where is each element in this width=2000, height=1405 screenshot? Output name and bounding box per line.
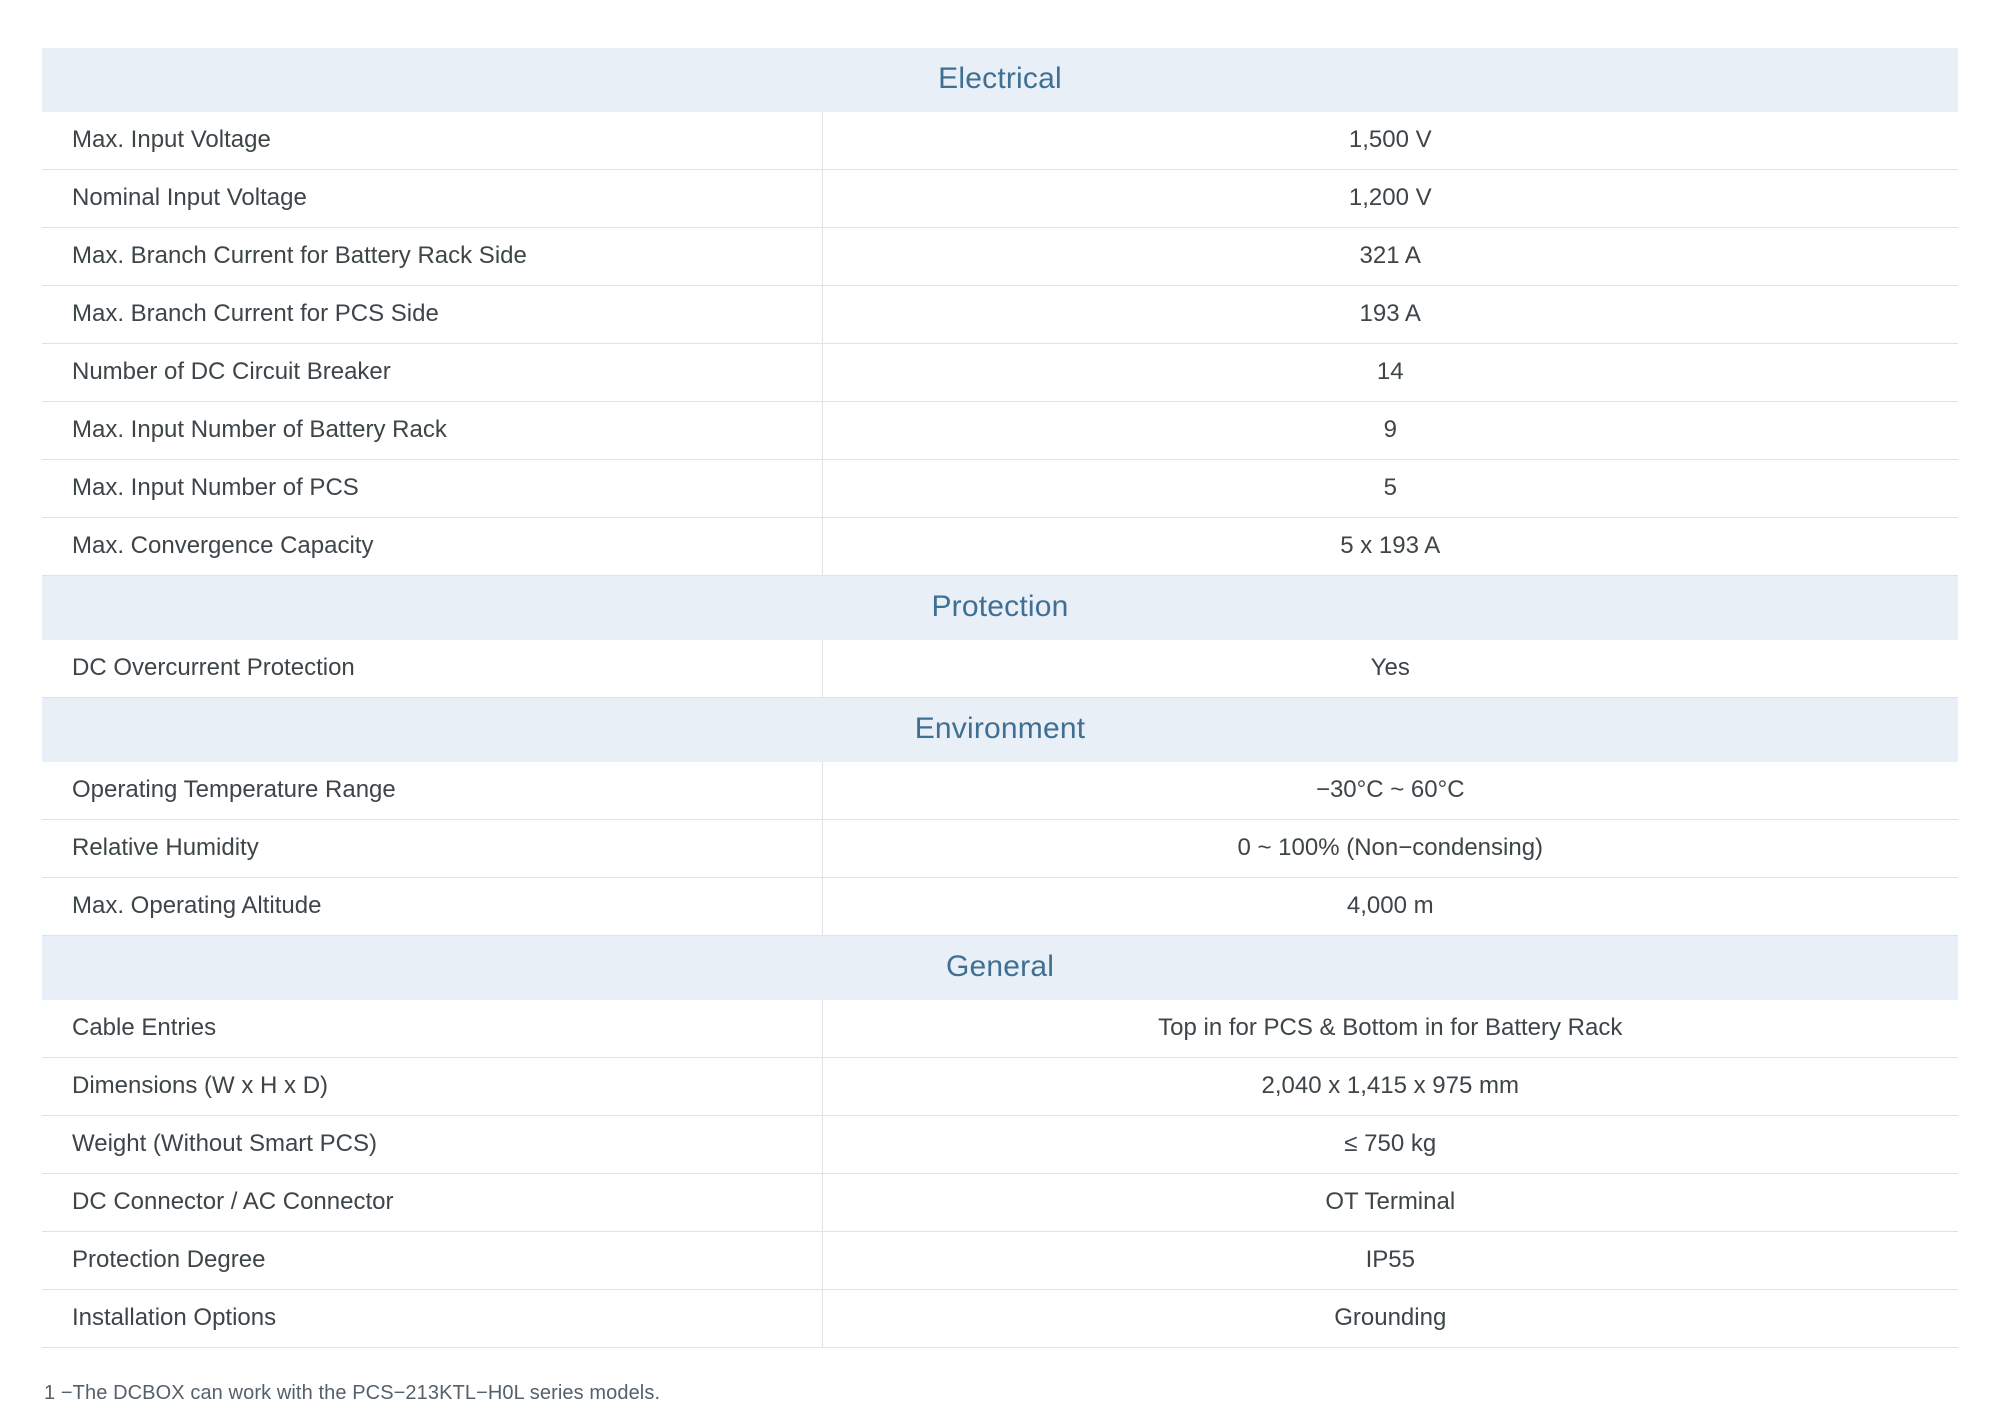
specifications-table (42, 48, 1958, 1348)
spec-label: Number of DC Circuit Breaker (42, 344, 822, 402)
spec-value: 0 ~ 100% (Non−condensing) (822, 820, 1958, 878)
spec-value: 193 A (822, 286, 1958, 344)
table-row (42, 1116, 1958, 1174)
spec-label: Max. Convergence Capacity (42, 518, 822, 576)
table-row (42, 1232, 1958, 1290)
table-row (42, 170, 1958, 228)
spec-label: Max. Input Number of PCS (42, 460, 822, 518)
spec-value: 9 (822, 402, 1958, 460)
section-header-row (42, 936, 1958, 1001)
spec-label: DC Connector / AC Connector (42, 1174, 822, 1232)
table-row (42, 762, 1958, 820)
table-row (42, 640, 1958, 698)
spec-label: Nominal Input Voltage (42, 170, 822, 228)
spec-value: 321 A (822, 228, 1958, 286)
table-row (42, 878, 1958, 936)
section-header-row (42, 48, 1958, 112)
table-row (42, 1290, 1958, 1348)
spec-value: 5 (822, 460, 1958, 518)
spec-label: Installation Options (42, 1290, 822, 1348)
section-header-row (42, 698, 1958, 763)
spec-label: Max. Branch Current for Battery Rack Side (42, 228, 822, 286)
footnote: 1 −The DCBOX can work with the PCS−213KTL−H0L series models. (44, 1382, 661, 1404)
section-title: Protection (42, 576, 1958, 641)
spec-label: Max. Operating Altitude (42, 878, 822, 936)
spec-label: Cable Entries (42, 1000, 822, 1058)
table-row (42, 518, 1958, 576)
spec-label: Operating Temperature Range (42, 762, 822, 820)
spec-table-body (42, 48, 1958, 1348)
spec-value: 14 (822, 344, 1958, 402)
spec-label: Dimensions (W x H x D) (42, 1058, 822, 1116)
table-row (42, 1000, 1958, 1058)
table-row (42, 820, 1958, 878)
spec-value: OT Terminal (822, 1174, 1958, 1232)
table-row (42, 286, 1958, 344)
spec-value: IP55 (822, 1232, 1958, 1290)
spec-value: 1,500 V (822, 112, 1958, 170)
spec-value: 1,200 V (822, 170, 1958, 228)
spec-value: Yes (822, 640, 1958, 698)
table-row (42, 1174, 1958, 1232)
section-header-row (42, 576, 1958, 641)
spec-value: ≤ 750 kg (822, 1116, 1958, 1174)
spec-label: Max. Input Number of Battery Rack (42, 402, 822, 460)
spec-value: Grounding (822, 1290, 1958, 1348)
spec-value: 4,000 m (822, 878, 1958, 936)
spec-label: Max. Branch Current for PCS Side (42, 286, 822, 344)
table-row (42, 228, 1958, 286)
spec-label: Protection Degree (42, 1232, 822, 1290)
spec-label: Weight (Without Smart PCS) (42, 1116, 822, 1174)
spec-value: Top in for PCS & Bottom in for Battery Rack (822, 1000, 1958, 1058)
table-row (42, 1058, 1958, 1116)
section-title: Electrical (42, 48, 1958, 112)
table-row (42, 344, 1958, 402)
spec-label: DC Overcurrent Protection (42, 640, 822, 698)
table-row (42, 402, 1958, 460)
spec-label: Relative Humidity (42, 820, 822, 878)
table-row (42, 112, 1958, 170)
spec-value: 2,040 x 1,415 x 975 mm (822, 1058, 1958, 1116)
table-row (42, 460, 1958, 518)
spec-value: −30°C ~ 60°C (822, 762, 1958, 820)
section-title: General (42, 936, 1958, 1001)
spec-label: Max. Input Voltage (42, 112, 822, 170)
spec-value: 5 x 193 A (822, 518, 1958, 576)
section-title: Environment (42, 698, 1958, 763)
